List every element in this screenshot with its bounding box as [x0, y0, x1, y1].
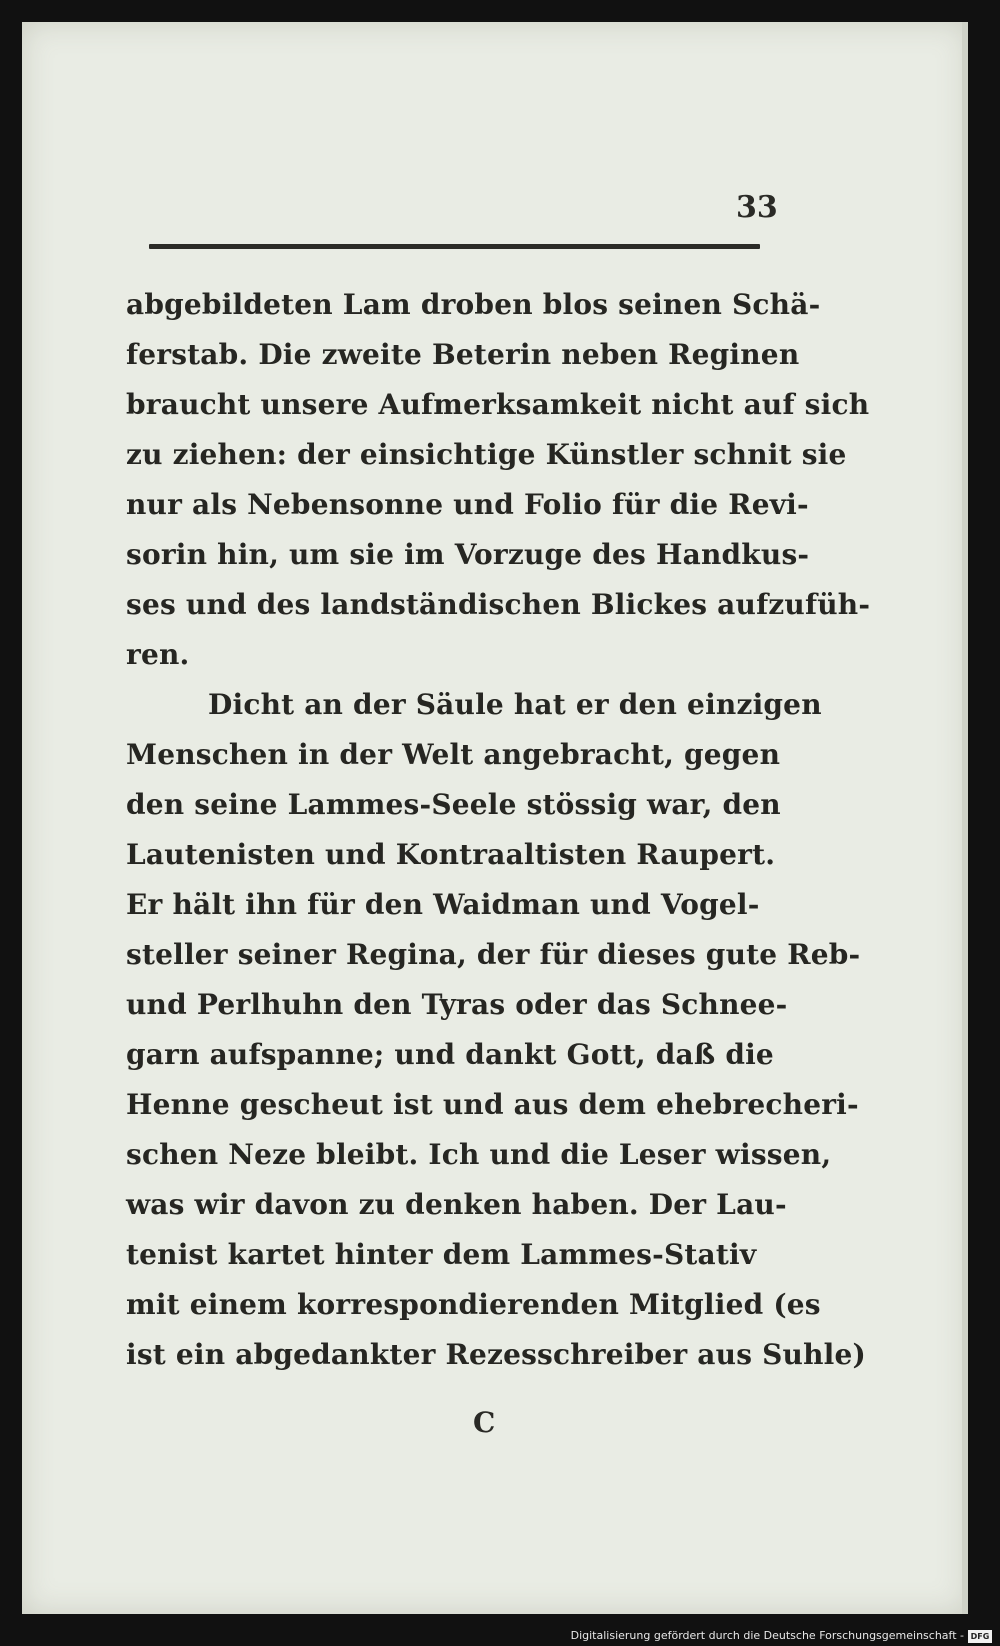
- text-line: braucht unsere Aufmerksamkeit nicht auf sich: [126, 388, 870, 421]
- text-line: sorin hin, um sie im Vorzuge des Handkus-: [126, 538, 810, 571]
- text-line: mit einem korrespondierenden Mitglied (es: [126, 1288, 821, 1321]
- header-rule: [149, 244, 760, 249]
- text-line: Menschen in der Welt angebracht, gegen: [126, 738, 781, 771]
- text-line: und Perlhuhn den Tyras oder das Schnee-: [126, 988, 788, 1021]
- text-line: steller seiner Regina, der für dieses gute Reb-: [126, 938, 861, 971]
- text-line: den seine Lammes-Seele stössig war, den: [126, 788, 781, 821]
- text-line: abgebildeten Lam droben blos seinen Schä-: [126, 288, 821, 321]
- page-number: 33: [736, 190, 778, 225]
- text-line: zu ziehen: der einsichtige Künstler schnit sie: [126, 438, 847, 471]
- page-edge: [962, 22, 968, 1614]
- text-line: garn aufspanne; und dankt Gott, daß die: [126, 1038, 774, 1071]
- text-line: ren.: [126, 638, 190, 671]
- text-line: ist ein abgedankter Rezesschreiber aus Suhle): [126, 1338, 866, 1371]
- book-page: [22, 22, 968, 1614]
- text-line: Lautenisten und Kontraaltisten Raupert.: [126, 838, 776, 871]
- text-line: Er hält ihn für den Waidman und Vogel-: [126, 888, 760, 921]
- dfg-logo: DFG: [968, 1630, 992, 1643]
- body-text: [126, 280, 871, 1380]
- text-line: Dicht an der Säule hat er den einzigen: [208, 688, 822, 721]
- text-line: ferstab. Die zweite Beterin neben Reginen: [126, 338, 800, 371]
- digitization-credit: Digitalisierung gefördert durch die Deutsche Forschungsgemeinschaft -: [570, 1629, 964, 1642]
- text-line: schen Neze bleibt. Ich und die Leser wissen,: [126, 1138, 832, 1171]
- text-line: tenist kartet hinter dem Lammes-Stativ: [126, 1238, 757, 1271]
- text-line: nur als Nebensonne und Folio für die Revi-: [126, 488, 809, 521]
- text-line: was wir davon zu denken haben. Der Lau-: [126, 1188, 787, 1221]
- text-line: Henne gescheut ist und aus dem ehebrecheri-: [126, 1088, 859, 1121]
- signature-mark: C: [473, 1406, 496, 1439]
- text-line: ses und des landständischen Blickes aufzufüh-: [126, 588, 871, 621]
